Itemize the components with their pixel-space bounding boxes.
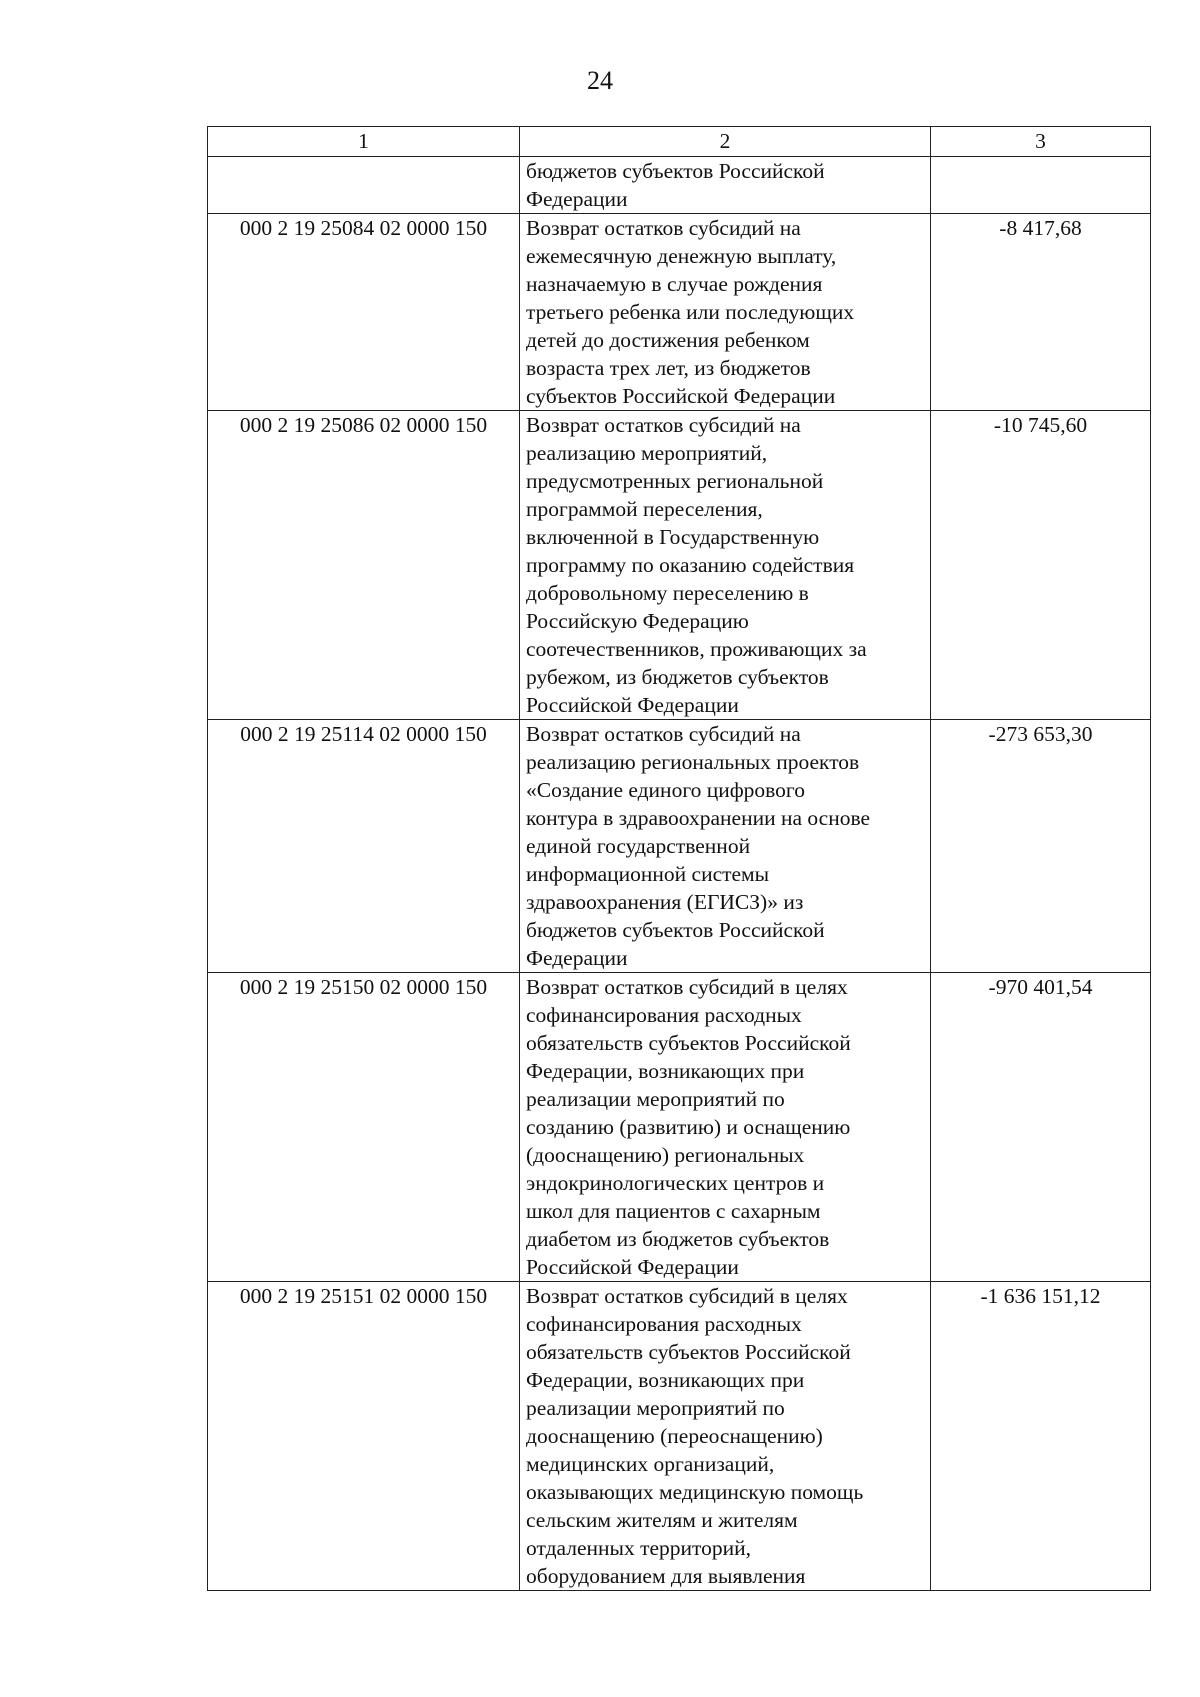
- description-line: диабетом из бюджетов субъектов: [526, 1227, 830, 1251]
- description-line: третьего ребенка или последующих: [526, 300, 855, 324]
- header-col-1: 1: [208, 127, 520, 157]
- description-line: Возврат остатков субсидий в целях: [526, 1284, 848, 1308]
- description-line: Российской Федерации: [526, 693, 739, 717]
- description-cell: [520, 411, 931, 720]
- description-line: Федерации: [526, 946, 628, 970]
- description-line: Федерации: [526, 187, 628, 211]
- description-line: Возврат остатков субсидий на: [526, 216, 801, 240]
- description-line: Возврат остатков субсидий на: [526, 413, 801, 437]
- description-line: возраста трех лет, из бюджетов: [526, 356, 811, 380]
- budget-code-cell: 000 2 19 25084 02 0000 150: [208, 214, 520, 411]
- header-row: [208, 127, 1151, 157]
- budget-code-cell: 000 2 19 25086 02 0000 150: [208, 411, 520, 720]
- description-line: единой государственной: [526, 834, 751, 858]
- amount-cell: [931, 157, 1151, 214]
- description-line: программой переселения,: [526, 497, 763, 521]
- description-line: Федерации, возникающих при: [526, 1368, 805, 1392]
- description-line: оказывающих медицинскую помощь: [526, 1480, 864, 1504]
- description-line: медицинских организаций,: [526, 1452, 775, 1476]
- description-line: школ для пациентов с сахарным: [526, 1199, 821, 1223]
- description-line: отдаленных территорий,: [526, 1536, 752, 1560]
- description-line: Российской Федерации: [526, 1255, 739, 1279]
- amount-cell: -1 636 151,12: [931, 1282, 1151, 1591]
- description-line: созданию (развитию) и оснащению: [526, 1115, 851, 1139]
- description-line: соотечественников, проживающих за: [526, 637, 867, 661]
- description-line: ежемесячную денежную выплату,: [526, 244, 837, 268]
- description-line: обязательств субъектов Российской: [526, 1031, 851, 1055]
- description-line: реализацию региональных проектов: [526, 750, 860, 774]
- description-line: реализации мероприятий по: [526, 1396, 785, 1420]
- description-line: реализацию мероприятий,: [526, 441, 768, 465]
- amount-cell: -10 745,60: [931, 411, 1151, 720]
- description-cell: [520, 1282, 931, 1591]
- description-line: детей до достижения ребенком: [526, 328, 810, 352]
- header-col-3: 3: [931, 127, 1151, 157]
- description-line: назначаемую в случае рождения: [526, 272, 823, 296]
- description-line: включенной в Государственную: [526, 525, 820, 549]
- table-row: [208, 720, 1151, 973]
- description-line: здравоохранения (ЕГИСЗ)» из: [526, 890, 804, 914]
- description-line: информационной системы: [526, 862, 770, 886]
- budget-code-cell: [208, 157, 520, 214]
- table-row: [208, 1282, 1151, 1591]
- description-line: реализации мероприятий по: [526, 1087, 785, 1111]
- header-col-2: 2: [520, 127, 931, 157]
- budget-code-cell: 000 2 19 25150 02 0000 150: [208, 973, 520, 1282]
- table-row: [208, 214, 1151, 411]
- description-line: (дооснащению) региональных: [526, 1143, 805, 1167]
- description-line: Возврат остатков субсидий на: [526, 722, 801, 746]
- budget-code-cell: 000 2 19 25151 02 0000 150: [208, 1282, 520, 1591]
- description-line: обязательств субъектов Российской: [526, 1340, 851, 1364]
- description-line: Возврат остатков субсидий в целях: [526, 975, 848, 999]
- budget-code-cell: 000 2 19 25114 02 0000 150: [208, 720, 520, 973]
- table-row: [208, 411, 1151, 720]
- description-line: программу по оказанию содействия: [526, 553, 855, 577]
- description-line: добровольному переселению в: [526, 581, 809, 605]
- description-line: контура в здравоохранении на основе: [526, 806, 871, 830]
- table-header: [208, 127, 1151, 157]
- description-cell: [520, 973, 931, 1282]
- description-cell: [520, 157, 931, 214]
- table-row: [208, 973, 1151, 1282]
- description-cell: [520, 214, 931, 411]
- description-line: «Создание единого цифрового: [526, 778, 805, 802]
- description-line: Федерации, возникающих при: [526, 1059, 805, 1083]
- description-line: оборудованием для выявления: [526, 1564, 806, 1588]
- description-line: предусмотренных региональной: [526, 469, 824, 493]
- description-cell: [520, 720, 931, 973]
- table-row: [208, 157, 1151, 214]
- description-line: рубежом, из бюджетов субъектов: [526, 665, 829, 689]
- description-line: сельским жителям и жителям: [526, 1508, 798, 1532]
- budget-table: [207, 126, 1151, 1591]
- description-line: бюджетов субъектов Российской: [526, 159, 825, 183]
- description-line: дооснащению (переоснащению): [526, 1424, 823, 1448]
- description-line: бюджетов субъектов Российской: [526, 918, 825, 942]
- description-line: софинансирования расходных: [526, 1003, 802, 1027]
- description-line: Российскую Федерацию: [526, 609, 749, 633]
- page-number: 24: [587, 66, 613, 95]
- amount-cell: -273 653,30: [931, 720, 1151, 973]
- description-line: софинансирования расходных: [526, 1312, 802, 1336]
- amount-cell: -8 417,68: [931, 214, 1151, 411]
- description-line: эндокринологических центров и: [526, 1171, 825, 1195]
- description-line: субъектов Российской Федерации: [526, 384, 836, 408]
- table-body: [208, 157, 1151, 1591]
- amount-cell: -970 401,54: [931, 973, 1151, 1282]
